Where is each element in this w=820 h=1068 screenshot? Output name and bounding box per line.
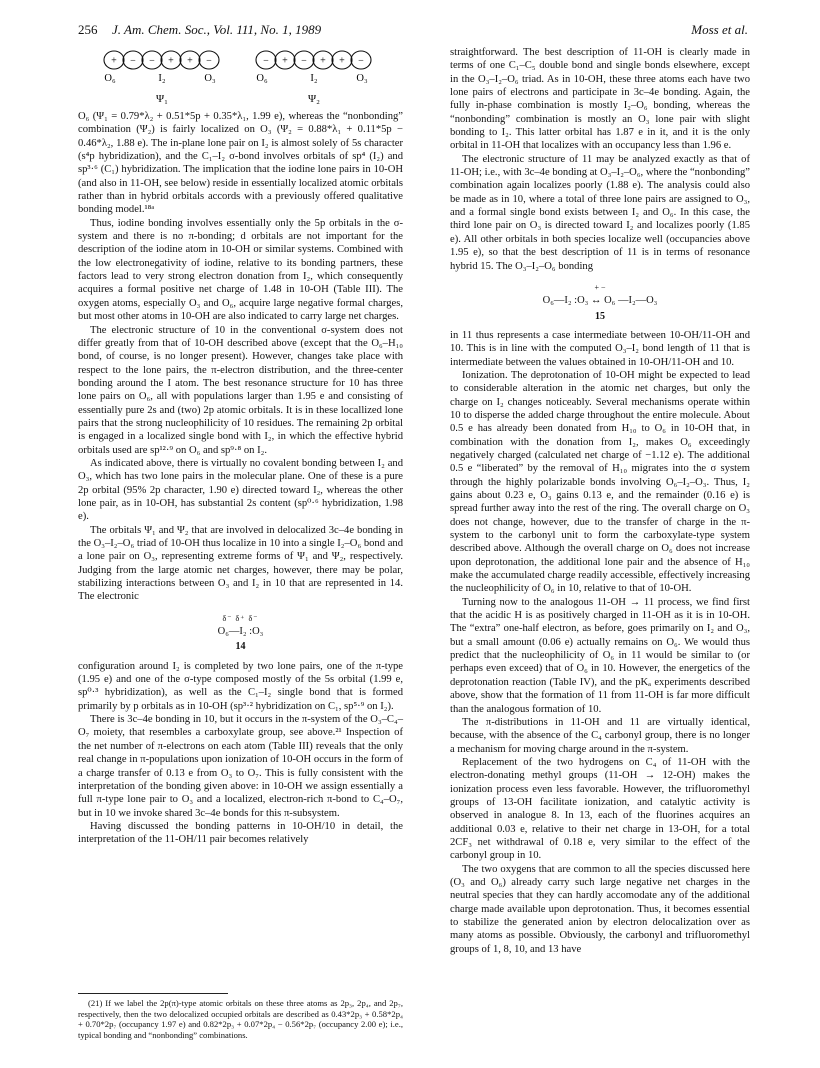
paragraph: The electronic structure of 10 in the conventional σ-system does not differ greatly from that of 10-OH described above (except that the O₆–H₁₀ bond, of course, is no longer present). However, changes take place with respect to the lone pairs, the π-electron distribution, and the three-center bonding around the I atom. The best resonance structure for 10 has three lone pairs on O₆, all with populations larger than 1.95 e and consisting of essentially pure 2s and (two) 2p atomic orbitals. It is in these locallized lone pairs that the strong nucleophilicity of 10 residues. The remaining 2p orbital is engaged in a localized single bond with I₂, in which the effective hybrid orbitals used are sp¹²·⁹ on O₆ and sp⁹·⁸ on I₂.: [78, 324, 403, 456]
paragraph: straightforward. The best description of 11-OH is clearly made in terms of one C₁–C₅ double bond and single bonds elsewhere, except in the O₃–I₂–O₆ triad. As in 10-OH, these three atoms each have two lone pairs of electrons and participate in 3c–4e bonding. Again, the fully in-phase combination is mostly I₂–O₆ bonding, whereas the “nonbonding” combination is mostly an O₃ lone pair with slight bonding to I₂. This latter orbital has 1.87 e in it, and it is the only orbital in 11-OH that localizes with an occupancy less than 1.96 e.: [450, 47, 750, 152]
running-header: [78, 22, 748, 40]
lobe-sign: −: [301, 55, 307, 67]
lobe-sign: +: [111, 55, 117, 67]
paragraph: The two oxygens that are common to all the species discussed here (O₃ and O₆) already carry such large negative net charges in the neutral species that they can hardly accomodate any of the additional charge made available upon deprotonation. Thus, it becomes essential to stabilize the generated anion by electron delocalization over as many atoms as possible. Obviously, the carbonyl and trifluoromethyl groups of 1, 8, 10, and 13 have: [450, 863, 750, 955]
orbital-figure: [100, 46, 400, 108]
lobe-sign: +: [320, 55, 326, 67]
atom-label: O₆: [104, 73, 116, 84]
paragraph: O₆ (Ψ₁ = 0.79*λ₂ + 0.51*5p + 0.35*λ₁, 1.99 e), whereas the “nonbonding” combination (Ψ₂) is fairly localized on O₃ (Ψ₂ = 0.88*λ₁ + 0.11*5p − 0.46*λ₂, 1.88 e). The in-plane lone pair on I₂ is almost solely of 5s character (s⁴p hybridization), and the C₁–I₂ σ-bond involves orbitals of sp⁴ (I₂) and sp³·⁶ (C₁) hybridization. The implication that the iodine lone pairs in 10-OH (and also in 11-OH, see below) reside in essentially localized atomic orbitals rather than in hybrid orbitals accords with a previously offered qualitative bonding model.¹⁸ᵃ: [78, 111, 403, 216]
paragraph: configuration around I₂ is completed by two lone pairs, one of the π-type (1.95 e) and one of the σ-type composed mostly of the 5s orbital (1.99 e, sp⁰·³ hybridization), as well as the C₁–I₂ single bond that is formed primarily by p orbitals as in 10-OH (sp³·² hybridization on C₁, sp⁵·⁹ on I₂).: [78, 660, 403, 712]
paragraph: Turning now to the analogous 11-OH → 11 process, we find first that the acidic H is as positively charged in 11-OH as it is in 10-OH. The “extra” one-half electron, as before, goes primarily on I₂ and O₃, but a small amount (0.06 e) actually remains on O₆. We would thus predict that the nucleophilicity of O₆ in 11 would be similar to (or perhaps even exceed) that of O₆ in 10. However, the energetics of the deprotonation reaction (Table IV), and the pKₐ experiments described above, show that the formation of 11 from 11-OH is far more difficult than the analogous formation of 10.: [450, 596, 750, 715]
paragraph: Replacement of the two hydrogens on C₄ of 11-OH with the electron-donating methyl groups (11-OH → 12-OH) makes the ionization process even less favorable. However, the trifluoromethyl groups of 13-OH facilitate ionization, and catalytic activity is observed in analogue 8. In 13, each of the fluorines acquires an additional 0.03 e, relative to their net charge in 13-OH, for a total 2CF₃ net withdrawal of 0.18 e, very similar to the effect of the carbonyl group in 10.: [450, 756, 750, 862]
paragraph: The orbitals Ψ₁ and Ψ₂ that are involved in delocalized 3c–4e bonding in the O₃–I₂–O₆ triad of 10-OH thus localize in 10 into a single I₂–O₆ bond and a lone pair on O₃, representing extreme forms of Ψ₁ and Ψ₂, respectively. Judging from the large atomic net charges, however, there may be polar, stabilizing interactions between O₃ and I₂ in 10 that are represented in 14. The electronic: [78, 524, 403, 603]
orbital-name: Ψ₂: [308, 93, 320, 105]
lobe-sign: −: [206, 55, 212, 67]
lobe-sign: +: [282, 55, 288, 67]
structure-charges: δ⁻ δ⁺ δ⁻: [222, 613, 259, 623]
structure-formula: O₆—I₂ :O₃: [217, 626, 264, 638]
paragraph: Ionization. The deprotonation of 10-OH might be expected to lead to considerable alteration in the atomic net charges, but only the charge on I₂ changes noticeably. Several mechanisms operate within 10 to disperse the added charge throughout the entire molecule. About 0.5 e has already been donated from H₁₀ to O₆ in 10-OH that, in combination with the donation from I₂, makes O₆ exceedingly negatively charged (calculated net charge of −1.12 e). The additional 0.5 e “liberated” by the removal of H₁₀ migrates into the σ system through the highly polarizable bonds involving O₆–I₂–O₃. Thus, I₂ gains about 0.23 e, O₃ gains 0.13 e, and the remainder (0.16 e) is spread further away into the rest of the ring. The overall charge on O₃ does not change, however, due to the transfer of charge in the π-system to the carbonyl unit to form the carboxylate-type system described above. Although the overall charge on O₆ does not increase upon deprotonation, the additional lone pair and the absence of H₁₀ make the accumulated charge readily accessible, effectively increasing the nucleophilicity of O₆ in 10, relative to that of 10-OH.: [450, 369, 750, 595]
paragraph: in 11 thus represents a case intermediate between 10-OH/11-OH and 10. This is in line with the computed O₃–I₂ bond length of 11 that is intermediate between the values obtained in 10-OH/11-OH and 10.: [450, 329, 750, 368]
paragraph: The electronic structure of 11 may be analyzed exactly as that of 11-OH; i.e., with 3c–4e bonding at O₃–I₂–O₆, where the “nonbonding” combination again localizes poorly (1.88 e). The analysis could also be made as in 10, where a total of three lone pairs are assigned to O₃, and a formal single bond exists between I₂ and O₆. In this case, the third lone pair on O₃ is directed toward I₂ and localizes poorly (1.85 e). All other orbitals in both species localize well (occupancies above 1.95 e), so that the best description of 11 is in terms of resonance hybrid 15. The O₃–I₂–O₆ bonding: [450, 153, 750, 272]
lobe-sign: +: [168, 55, 174, 67]
psi1-orbital-diagram: [104, 51, 219, 105]
footnote-rule: [78, 993, 228, 994]
orbital-name: Ψ₁: [156, 93, 168, 105]
lobe-sign: −: [263, 55, 269, 67]
right-column: [450, 46, 750, 956]
lobe-sign: +: [187, 55, 193, 67]
lobe-sign: −: [358, 55, 364, 67]
structure-label: 14: [235, 641, 246, 653]
journal-citation: J. Am. Chem. Soc., Vol. 111, No. 1, 1989: [112, 22, 322, 37]
page-number: 256: [78, 22, 98, 37]
running-authors: Moss et al.: [691, 22, 748, 37]
lobe-sign: +: [339, 55, 345, 67]
left-column: [78, 110, 403, 847]
paragraph: Thus, iodine bonding involves essentially only the 5p orbitals in the σ-system and there is no π-bonding; d orbitals are not important for the description of the iodine atom in 10-OH or similar systems. Combined with the low electronegativity of iodine, relative to its bonding partners, these factors lead to very strong electron donation from I₂, which consequently acquires a formal positive net charge of 1.48 in 10-OH (Table III). The oxygen atoms, especially O₃ and O₆, acquire large negative formal charges, but most other atoms in 10-OH are also indicated to carry large net charges.: [78, 217, 403, 323]
structure-formula: O₆—I₂ :O₃ ↔ O₆ —I₂—O₃: [542, 295, 658, 307]
structure-label: 15: [595, 310, 605, 322]
paragraph: As indicated above, there is virtually no covalent bonding between I₂ and O₃, which has two lone pairs in the molecular plane. One of these is a pure 2p orbital (95% 2p character, 1.90 e) directed toward I₂, whereas the other lone pair, as in 10-OH, has substantial 2s content (sp⁰·⁶ hybridization, 1.98 e).: [78, 457, 403, 523]
psi2-orbital-diagram: [256, 51, 371, 105]
lobe-sign: −: [149, 55, 155, 67]
paragraph: There is 3c–4e bonding in 10, but it occurs in the π-system of the O₃–C₄–O₇ moiety, that resembles a carboxylate group, see above.²¹ Inspection of the net number of π-electrons on each atom (Table III) reveals that the only real change in π-populations upon ionization of 10-OH occurs in the form of a charge transfer of 0.13 e from O₃ to O₇. This is fully consistent with the interpretation of the bonding given above: in 10-OH we assign essentially a full π-type lone pair to O₃ and a localized, electron-rich π-bond to C₄–O₇, but in 10 we invoke shared 3c–4e bonds for this π-subsystem.: [78, 714, 403, 819]
atom-label: I₂: [310, 73, 318, 84]
footnote: [78, 993, 403, 1040]
atom-label: O₃: [204, 73, 216, 84]
structure-charges: + −: [594, 282, 606, 292]
atom-label: I₂: [158, 73, 166, 84]
structure-14: [78, 612, 403, 654]
paragraph: Having discussed the bonding patterns in 10-OH/10 in detail, the interpretation of the 11-OH/11 pair becomes relatively: [78, 820, 403, 846]
lobe-sign: −: [130, 55, 136, 67]
paragraph: The π-distributions in 11-OH and 11 are virtually identical, because, with the absence of the C₄ carbonyl group, there is no longer a mechanism for moving charge around in the π-system.: [450, 716, 750, 755]
atom-label: O₃: [356, 73, 368, 84]
atom-label: O₆: [256, 73, 268, 84]
structure-15: [450, 281, 750, 323]
footnote-text: (21) If we label the 2p(π)-type atomic orbitals on these three atoms as 2p₃, 2p₄, and 2p₇, respectively, then the two delocalized occupied orbitals are described as 0.43*2p₃ + 0.58*2p₄ + 0.70*2p₇ (occupancy 1.97 e) and 0.82*2p₃ + 0.07*2p₄ − 0.56*2p₇ (occupancy 2.00 e); i.e., typical bonding and “nonbonding” combinations.: [78, 998, 403, 1040]
